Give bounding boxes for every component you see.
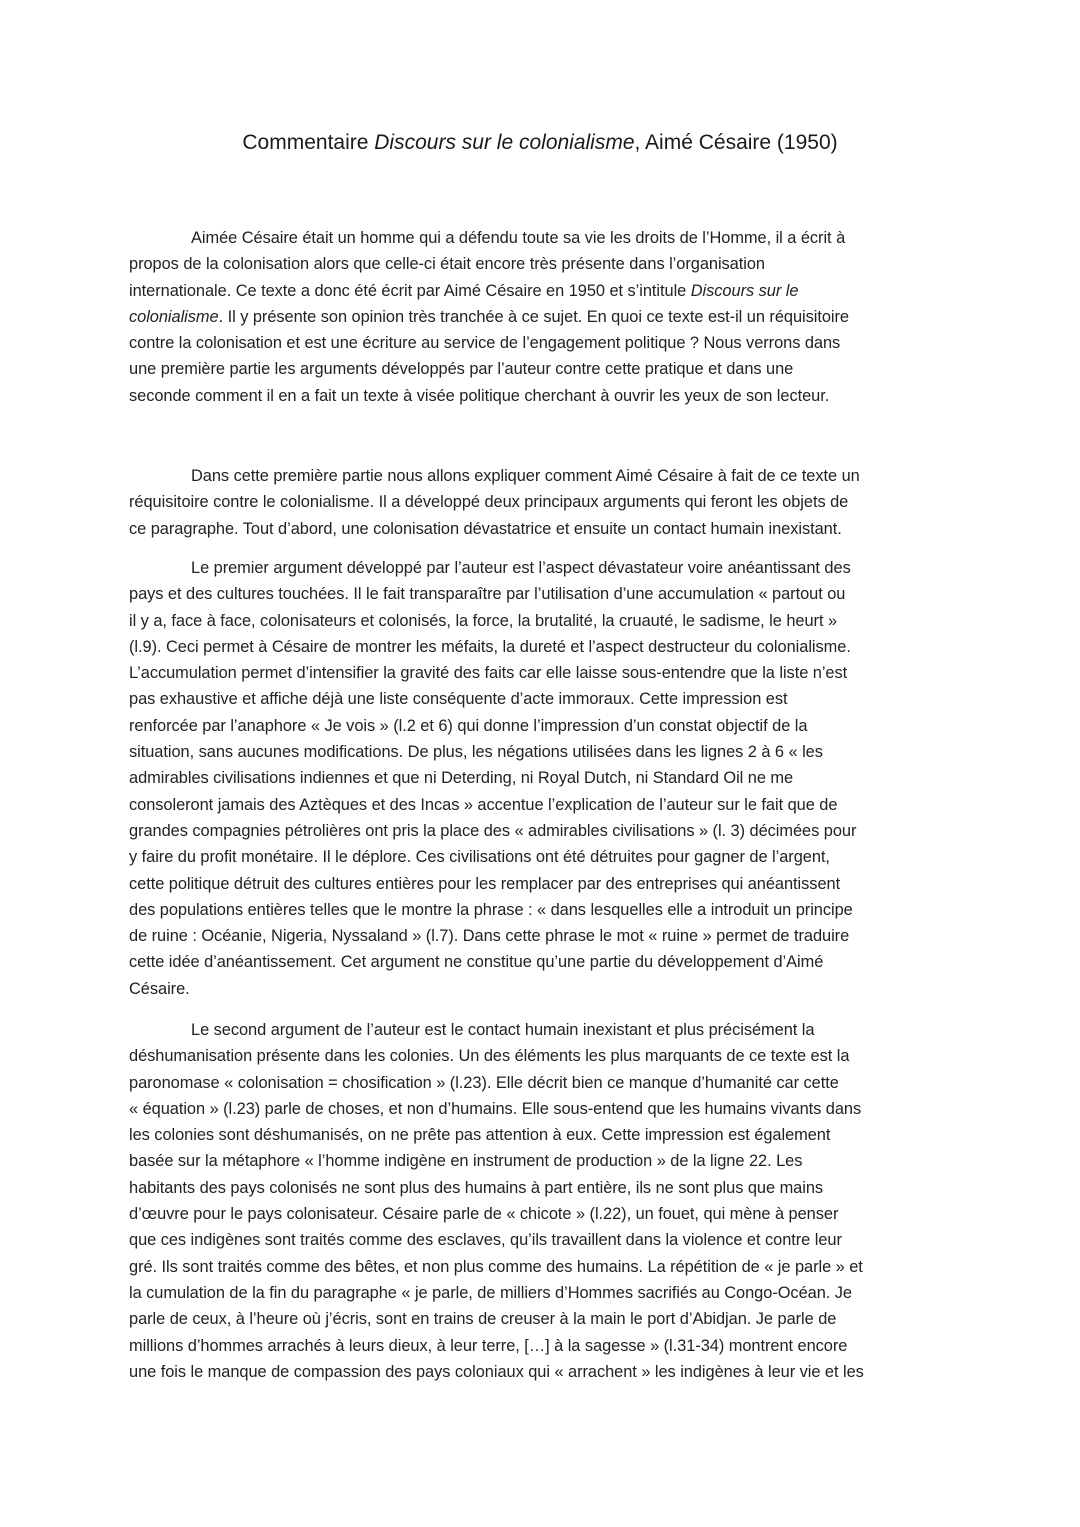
text-line: Aimée Césaire était un homme qui a défendu toute sa vie les droits de l’Homme, il a écrit à: [191, 229, 846, 247]
text-line: seconde comment il en a fait un texte à visée politique cherchant à ouvrir les yeux de son lecteur.: [129, 386, 830, 405]
text-line: renforcée par l’anaphore « Je vois » (l.2 et 6) qui donne l’impression d’un constat objectif de la: [129, 716, 808, 735]
italic-work-title: colonialisme: [129, 307, 219, 326]
text-line: basée sur la métaphore « l’homme indigène en instrument de production » de la ligne 22. Les: [129, 1152, 803, 1171]
text-line: habitants des pays colonisés ne sont plus des humains à part entière, ils ne sont plus que mains: [129, 1178, 824, 1197]
text-line: il y a, face à face, colonisateurs et colonisés, la force, la brutalité, la cruauté, le sadisme, le heurt »: [129, 611, 838, 630]
text-line: cette politique détruit des cultures entières pour les remplacer par des entreprises qui anéantissent: [129, 874, 841, 893]
introduction-paragraph: [129, 225, 957, 409]
text-line: pays et des cultures touchées. Il le fait transparaître par l’utilisation d’une accumulation « partout ou: [129, 585, 846, 604]
text-line: cette idée d’anéantissement. Cet argument ne constitue qu’une partie du développement d’Aimé: [129, 953, 824, 972]
document-title: [0, 128, 1080, 158]
text-line: gré. Ils sont traités comme des bêtes, et non plus comme des humains. La répétition de « je parle » et: [129, 1257, 863, 1276]
argument1-paragraph: [129, 555, 957, 1002]
text-line: [129, 278, 957, 304]
italic-work-title: Discours sur le: [690, 281, 799, 300]
text-line: (l.9). Ceci permet à Césaire de montrer les méfaits, la dureté et l’aspect destructeur du colonialisme.: [129, 637, 851, 656]
text-line: Dans cette première partie nous allons expliquer comment Aimé Césaire à fait de ce texte un: [191, 467, 860, 485]
text-line: Le second argument de l’auteur est le contact humain inexistant et plus précisément la: [191, 1021, 815, 1039]
text-line: consoleront jamais des Aztèques et des Incas » accentue l’explication de l’auteur sur le fait que de: [129, 795, 838, 814]
text-line: y faire du profit monétaire. Il le déplore. Ces civilisations ont été détruites pour gagner de l’argent,: [129, 848, 830, 867]
text-line: Le premier argument développé par l’auteur est l’aspect dévastateur voire anéantissant des: [191, 559, 851, 577]
text-line: « équation » (l.23) parle de choses, et non d’humains. Elle sous-entend que les humains vivants dans: [129, 1099, 862, 1118]
text-line: millions d’hommes arrachés à leurs dieux, à leur terre, […] à la sagesse » (l.31-34) montrent encore: [129, 1336, 848, 1355]
title-italic-work: Discours sur le colonialisme: [374, 131, 635, 154]
text-line: Césaire.: [129, 979, 190, 998]
text-line: réquisitoire contre le colonialisme. Il a développé deux principaux arguments qui feront les objets de: [129, 493, 849, 512]
text-line: [129, 304, 957, 330]
argument2-paragraph: [129, 1017, 957, 1385]
text-line: pas exhaustive et affiche déjà une liste conséquente d’acte immoraux. Cette impression est: [129, 690, 788, 709]
text-line: des populations entières telles que le montre la phrase : « dans lesquelles elle a introduit un principe: [129, 900, 853, 919]
text-segment: internationale. Ce texte a donc été écrit par Aimé Césaire en 1950 et s’intitule: [129, 281, 691, 300]
text-line: de ruine : Océanie, Nigeria, Nyssaland » (l.7). Dans cette phrase le mot « ruine » permet de traduire: [129, 927, 850, 946]
text-line: la cumulation de la fin du paragraphe « je parle, de milliers d’Hommes sacrifiés au Congo-Océan. Je: [129, 1283, 852, 1302]
text-line: déshumanisation présente dans les colonies. Un des éléments les plus marquants de ce texte est la: [129, 1047, 850, 1066]
text-line: les colonies sont déshumanisés, on ne prête pas attention à eux. Cette impression est également: [129, 1126, 831, 1145]
text-line: situation, sans aucunes modifications. De plus, les négations utilisées dans les lignes 2 à 6 « les: [129, 743, 823, 762]
text-line: grandes compagnies pétrolières ont pris la place des « admirables civilisations » (l. 3) décimées pour: [129, 821, 857, 840]
text-line: d’œuvre pour le pays colonisateur. Césaire parle de « chicote » (l.22), un fouet, qui mène à penser: [129, 1205, 839, 1224]
title-prefix: Commentaire: [242, 131, 375, 154]
text-line: L’accumulation permet d’intensifier la gravité des faits car elle laisse sous-entendre que la liste n’est: [129, 664, 848, 683]
text-line: une fois le manque de compassion des pays coloniaux qui « arrachent » les indigènes à leur vie et les: [129, 1362, 864, 1381]
text-segment: . Il y présente son opinion très tranchée à ce sujet. En quoi ce texte est-il un réquisitoire: [218, 307, 849, 326]
text-line: que ces indigènes sont traités comme des esclaves, qu’ils travaillent dans la violence et contre leur: [129, 1231, 842, 1250]
text-line: admirables civilisations indiennes et que ni Deterding, ni Royal Dutch, ni Standard Oil ne me: [129, 769, 794, 788]
text-line: parle de ceux, à l’heure où j’écris, sont en trains de creuser à la main le port d’Abidjan. Je parle de: [129, 1310, 837, 1329]
text-line: propos de la colonisation alors que celle-ci était encore très présente dans l’organisation: [129, 255, 765, 274]
title-suffix: , Aimé Césaire (1950): [634, 131, 838, 154]
text-line: ce paragraphe. Tout d’abord, une colonisation dévastatrice et ensuite un contact humain inexistant.: [129, 519, 842, 538]
text-line: paronomase « colonisation = chosification » (l.23). Elle décrit bien ce manque d’humanité car cette: [129, 1073, 839, 1092]
text-line: une première partie les arguments développés par l’auteur contre cette pratique et dans une: [129, 360, 794, 379]
part1-intro-paragraph: [129, 463, 957, 542]
text-line: contre la colonisation et est une écriture au service de l’engagement politique ? Nous verrons dans: [129, 334, 841, 353]
